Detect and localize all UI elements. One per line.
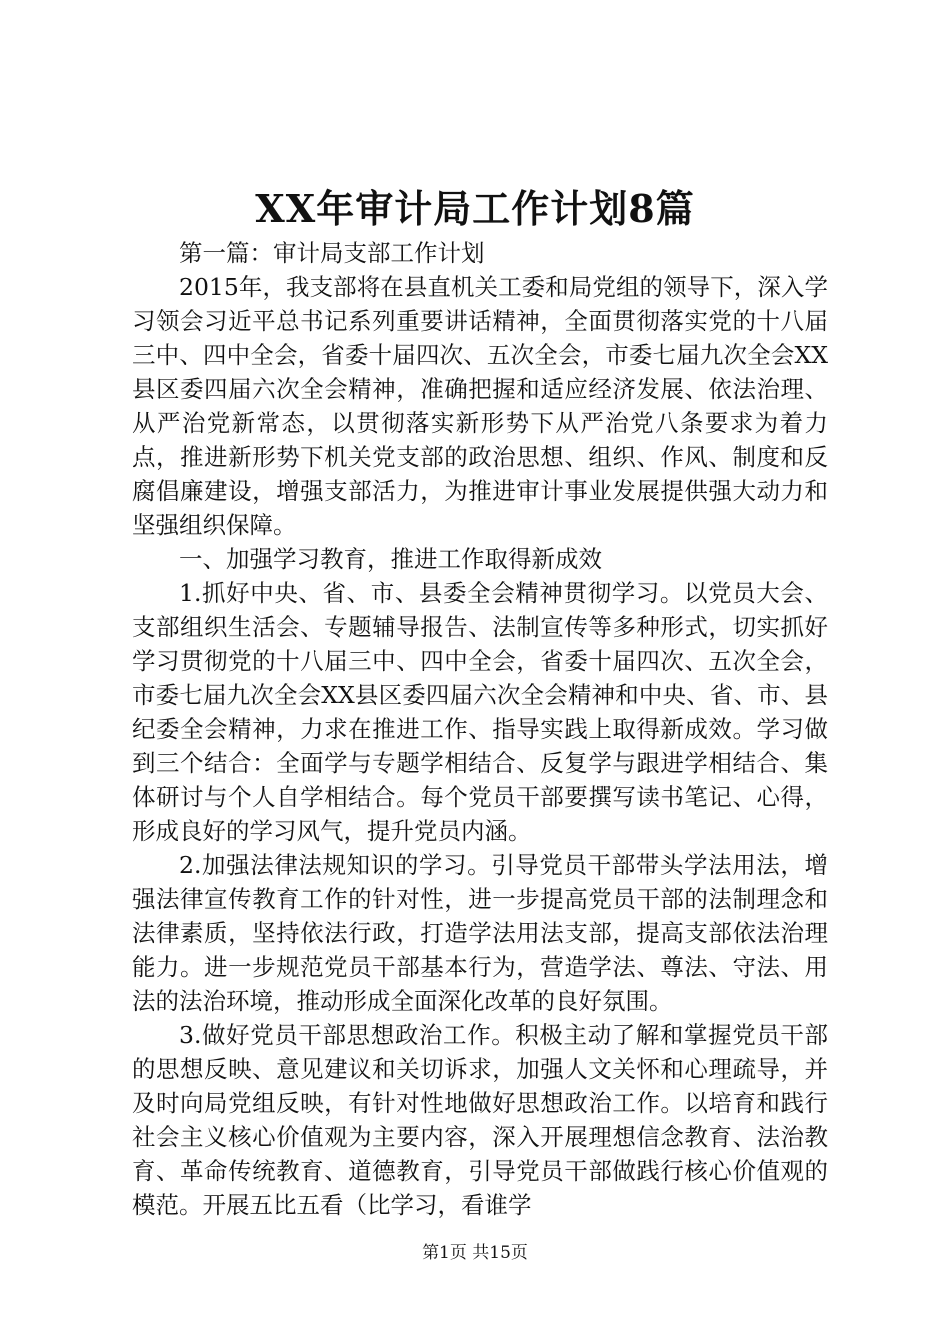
body-paragraph: 2015年，我支部将在县直机关工委和局党组的领导下，深入学习领会习近平总书记系列重要讲话精神，全面贯彻落实党的十八届三中、四中全会，省委十届四次、五次全会，市委七届九次全会XX县区委四届六次全会精神，准确把握和适应经济发展、依法治理、从严治党新常态，以贯彻落实新形势下从严治党八条要求为着力点，推进新形势下机关党支部的政治思想、组织、作风、制度和反腐倡廉建设，增强支部活力，为推进审计事业发展提供强大动力和坚强组织保障。 [132, 273, 828, 539]
document-title: XX年审计局工作计划8篇 [255, 186, 695, 231]
document-body [132, 236, 828, 1222]
body-paragraph: 1.抓好中央、省、市、县委全会精神贯彻学习。以党员大会、支部组织生活会、专题辅导报告、法制宣传等多种形式，切实抓好学习贯彻党的十八届三中、四中全会，省委十届四次、五次全会，市委七届九次全会XX县区委四届六次全会精神和中央、省、市、县纪委全会精神，力求在推进工作、指导实践上取得新成效。学习做到三个结合：全面学与专题学相结合、反复学与跟进学相结合、集体研讨与个人自学相结合。每个党员干部要撰写读书笔记、心得，形成良好的学习风气，提升党员内涵。 [132, 579, 828, 845]
body-paragraph: 2.加强法律法规知识的学习。引导党员干部带头学法用法，增强法律宣传教育工作的针对性，进一步提高党员干部的法制理念和法律素质，坚持依法行政，打造学法用法支部，提高支部依法治理能力。进一步规范党员干部基本行为，营造学法、尊法、守法、用法的法治环境，推动形成全面深化改革的良好氛围。 [132, 851, 828, 1015]
section-heading: 第一篇：审计局支部工作计划 [179, 239, 485, 267]
page-footer: 第1页 共15页 [422, 1243, 528, 1263]
section-heading: 一、加强学习教育，推进工作取得新成效 [179, 545, 602, 573]
body-paragraph: 3.做好党员干部思想政治工作。积极主动了解和掌握党员干部的思想反映、意见建议和关切诉求，加强人文关怀和心理疏导，并及时向局党组反映，有针对性地做好思想政治工作。以培育和践行社会主义核心价值观为主要内容，深入开展理想信念教育、法治教育、革命传统教育、道德教育，引导党员干部做践行核心价值观的模范。开展五比五看（比学习，看谁学 [132, 1021, 828, 1219]
